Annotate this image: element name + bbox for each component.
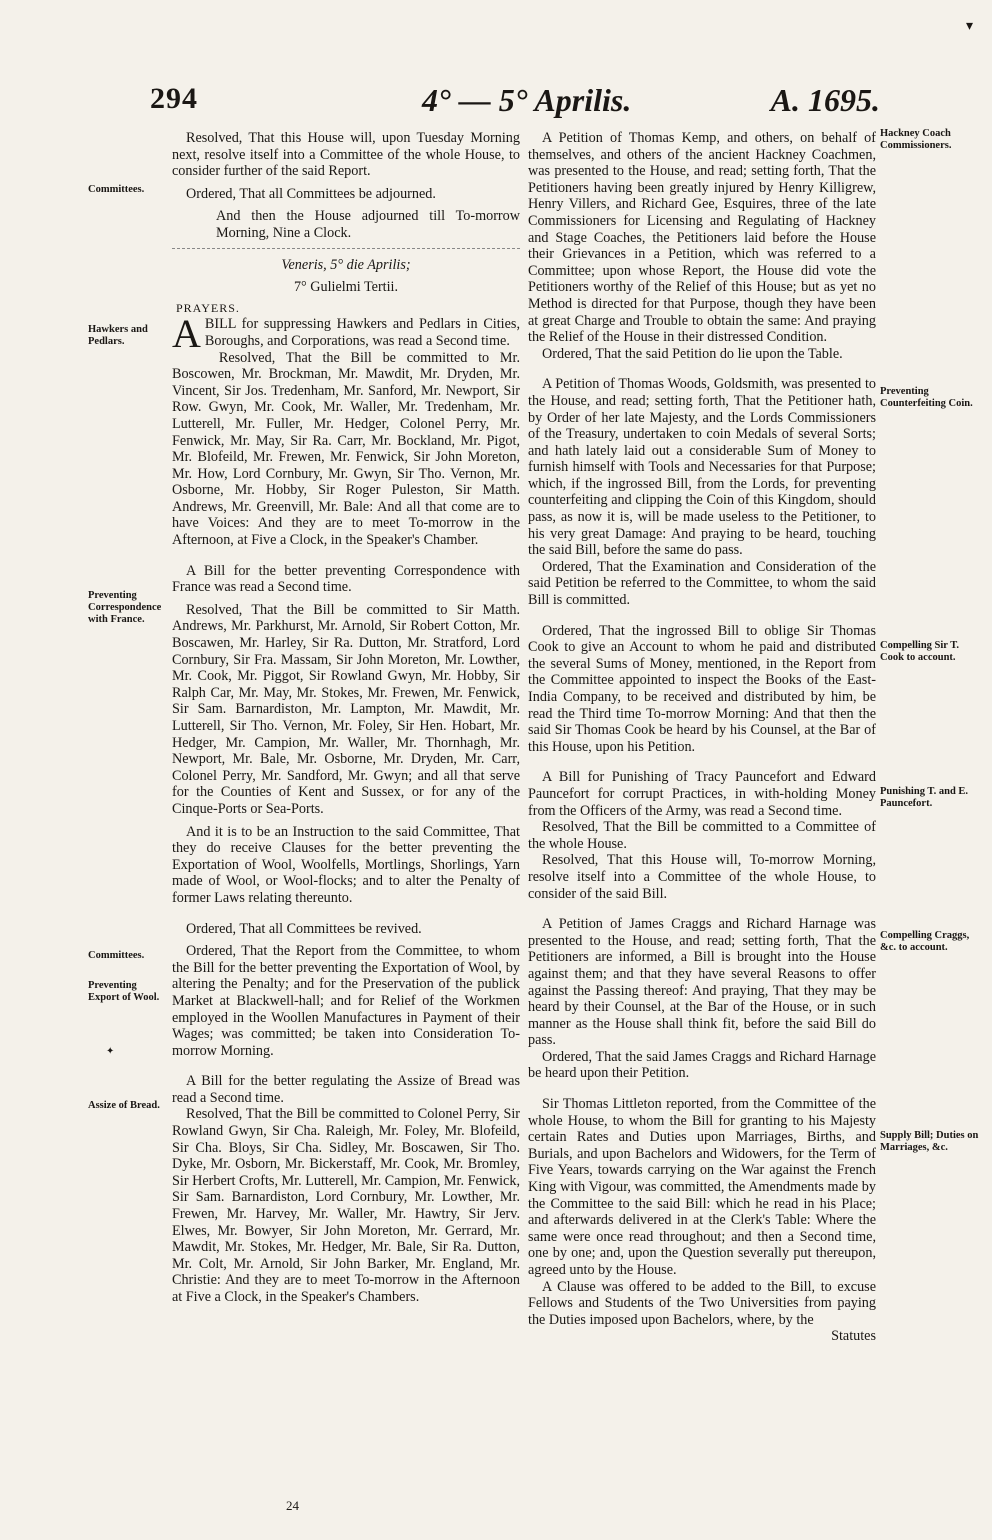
paragraph: A Bill for Punishing of Tracy Pauncefort and Edward Pauncefort for corrupt Practices, in with-holding Money from the Officers of the Army, was read a Second time. (528, 769, 876, 819)
paragraph: Resolved, That the Bill be committed to Sir Matth. Andrews, Mr. Parkhurst, Mr. Arnold, Sir Robert Cotton, Mr. Boscawen, Mr. Harley, Sir Ra. Dutton, Mr. Stratford, Lord Cornbury, Sir Fra. Massam, Sir John Moreton, Mr. Lowther, Mr. Cook, Mr. Piggot, Sir Rowland Gwyn, Mr. Hobby, Sir Ralph Car, Mr. May, Mr. Stokes, Mr. Frewen, Mr. Fenwick, Sir Sam. Barnardiston, Mr. Lampton, Mr. Mawdit, Mr. Lutterell, Sir Tho. Vernon, Mr. Foley, Sir Hen. Hobart, Mr. Hedger, Mr. Campion, Mr. Waller, Mr. Thornhagh, Mr. Newport, Mr. Bale, Mr. Osborne, Mr. Dryden, Mr. Carr, Colonel Perry, Mr. Sandford, Mr. Gwyn; and all that serve for the Counties of Kent and Sussex, or for any of the Cinque-Ports or Sea-Ports. (172, 601, 520, 817)
paragraph: Resolved, That the Bill be committed to a Committee of the whole House. (528, 819, 876, 852)
margin-note-craggs: Compelling Craggs, &c. to account. (880, 930, 970, 953)
paragraph: And it is to be an Instruction to the said Committee, That they do receive Clauses for the better preventing the Exportation of Wool, Woolfells, Mortlings, Shorlings, Yarn made of Wool, or Wool-flocks; and to alter the Penalty of former Laws relating thereunto. (172, 823, 520, 906)
header-date: 4° — 5° Aprilis. (422, 82, 632, 118)
margin-note-export-wool: Preventing Export of Wool. (88, 980, 160, 1003)
margin-note-hackney: Hackney Coach Commissioners. (880, 128, 952, 151)
paragraph: Ordered, That the said James Craggs and Richard Harnage be heard upon their Petition. (528, 1048, 876, 1082)
paragraph: A Petition of Thomas Woods, Goldsmith, was presented to the House, and read; setting forth, That the Petitioner hath, by Order of her late Majesty, and the Lords Commissioners of the Treasury, undertaken to coin Medals of several Sorts; and hath lately laid out a considerable Sum of Money to furnish himself with Tools and Necessaries for that Purpose; which, if the ingrossed Bill, from the Lords, for preventing counterfeiting and clipping the Coin of this Kingdom, should pass, as now it is, will be made useless to the Petitioner, to his very great Damage: And praying to be heard, touching the said Bill, before the same do pass. (528, 376, 876, 559)
paragraph: And then the House adjourned till To-morrow Morning, Nine a Clock. (216, 208, 520, 241)
paragraph: Ordered, That the Report from the Committee, to whom the Bill for the better preventing the Exportation of Wool, by altering the Penalty; and for the Preservation of the publick Market at Blackwell-hall; and for Relief of the Workmen employed in the Woollen Manufactures in Payment of their Wages; was committed; be taken into Consideration To-morrow Morning. (172, 943, 520, 1059)
margin-note-pauncefort: Punishing T. and E. Pauncefort. (880, 786, 969, 809)
margin-note-correspondence: Preventing Correspondence with France. (88, 590, 162, 625)
ink-mark: ✦ (106, 1046, 115, 1057)
paragraph: A Bill for the better regulating the Assize of Bread was read a Second time. (172, 1073, 520, 1106)
header-year: A. 1695. (770, 82, 880, 118)
paragraph: Sir Thomas Littleton reported, from the Committee of the whole House, to whom the Bill for granting to his Majesty certain Rates and Duties upon Marriages, Births, and Burials, and upon Bachelors and Widowers, for the Term of Five Years, towards carrying on the War against the French King with Vigour, was committed, the Amendments made by the Committee to the said Bill: which he read in his Place; and afterwards delivered in at the Clerk's Table: Where the same were once read throughout; and then a Second time, one by one; and, upon the Question severally put thereupon, agreed unto by the House. (528, 1096, 876, 1278)
paragraph: A Petition of James Craggs and Richard Harnage was presented to the House, and read; setting forth, That the Petitioners are informed, a Bill is brought into the House against them; and that they have several Reasons to offer against the Passing thereof: And praying, That they may be heard by their Counsel, at the Bar of the House, or in such manner as the House shall think fit, before the said Bill do pass. (528, 916, 876, 1049)
catchword: Statutes (831, 1328, 876, 1345)
signature-mark: 24 (286, 1498, 299, 1513)
drop-cap: A (172, 311, 201, 357)
regnal-year: 7° Gulielmi Tertii. (293, 279, 399, 296)
divider (172, 248, 520, 249)
paragraph: Ordered, That all Committees be adjourned. (186, 185, 436, 202)
paragraph (172, 311, 520, 357)
page-header (150, 82, 880, 122)
margin-note-committees: Committees. (88, 184, 145, 195)
paragraph: Resolved, That this House will, To-morrow Morning, resolve itself into a Committee of the whole House, to consider of the said Bill. (528, 852, 876, 902)
margin-note-cook: Compelling Sir T. Cook to account. (880, 640, 960, 663)
paragraph: Ordered, That all Committees be revived. (186, 920, 422, 937)
paragraph: Resolved, That this House will, upon Tuesday Morning next, resolve itself into a Committee of the whole House, to consider further of the said Report. (172, 130, 520, 180)
margin-note-counterfeiting: Preventing Counterfeiting Coin. (880, 386, 973, 409)
margin-note-supply: Supply Bill; Duties on Marriages, &c. (880, 1130, 979, 1153)
margin-note-committees-revived: Committees. (88, 950, 145, 961)
left-column (172, 130, 520, 1306)
paragraph: Resolved, That the Bill be committed to Colonel Perry, Sir Rowland Gwyn, Sir Cha. Raleigh, Mr. Foley, Mr. Blofeild, Sir Cha. Bloys, Sir Cha. Sidley, Mr. Boscawen, Sir Tho. Dyke, Mr. Osborn, Mr. Bickerstaff, Mr. Cook, Mr. Bromley, Sir Herbert Crofts, Mr. Lutterell, Mr. Campion, Mr. Fenwick, Sir Sam. Barnardiston, Lord Cornbury, Mr. Lowther, Mr. Frewen, Mr. Harvey, Mr. Waller, Mr. Hawtry, Sir Jerv. Elwes, Mr. Bowyer, Sir John Moreton, Mr. Gerrard, Mr. Mawdit, Mr. Stokes, Mr. Hedger, Mr. Bale, Sir Ra. Dutton, Mr. Colt, Mr. Arnold, Sir John Barker, Mr. England, Mr. Christie: And they are to meet To-morrow in the Afternoon at Five a Clock, in the Speaker's Chambers. (172, 1106, 520, 1305)
margin-note-assize-bread: Assize of Bread. (88, 1100, 160, 1111)
margin-note-hawkers: Hawkers and Pedlars. (88, 324, 148, 347)
paragraph: Resolved, That the Bill be committed to Mr. Boscowen, Mr. Brockman, Mr. Mawdit, Mr. Dryden, Mr. Vincent, Sir Jos. Tredenham, Mr. Sanford, Mr. Newport, Sir Row. Gwyn, Mr. Cook, Mr. Waller, Mr. Tredenham, Mr. Lutterell, Mr. Fuller, Mr. Hedger, Colonel Perry, Mr. Fenwick, Mr. May, Sir Ra. Carr, Mr. Bockland, Mr. Pigot, Mr. Blofeild, Mr. Frewen, Mr. Fenwick, Sir John Moreton, Mr. How, Lord Cornbury, Mr. Gwyn, Sir Tho. Vernon, Mr. Osborne, Mr. Hobby, Sir Roger Puleston, Sir Matth. Andrews, Mr. Greenvill, Mr. Bale: And all that come are to have Voices: And they are to meet To-morrow in the Afternoon, at Five a Clock, in the Speaker's Chamber. (172, 349, 520, 549)
paragraph: A Clause was offered to be added to the Bill, to excuse Fellows and Students of the Two Universities from paying the Duties imposed upon Bachelors, where, by the (528, 1278, 876, 1328)
paragraph: A Petition of Thomas Kemp, and others, on behalf of themselves, and others of the ancient Hackney Coachmen, was presented to the House, and read; setting forth, That the Petitioners having been greatly injured by Henry Killigrew, Henry Villers, and Richard Gee, Esquires, three of the late Commissioners for Licensing and Regulating of Hackney and Stage Coaches, the Petitioners laid before the House their Grievances in a Petition, which was referred to a Committee; upon whose Report, the House did vote the Petitioners worthy of the Relief of this House; but as yet no Method is directed for that Purpose, though they have been at great Charge and Trouble to obtain the same: And praying the Relief of the House in their distressed Condition. (528, 130, 876, 346)
corner-mark: ▾ (966, 19, 974, 34)
paragraph: Ordered, That the Examination and Consideration of the said Petition be referred to the Committee, to whom the said Bill is committed. (528, 558, 876, 609)
day-heading: Veneris, 5° die Aprilis; (281, 256, 411, 273)
right-column (528, 130, 876, 1345)
paragraph-text: BILL for suppressing Hawkers and Pedlars in Cities, Boroughs, and Corporations, was read a Second time. (204, 316, 520, 349)
page-number: 294 (150, 82, 198, 115)
paragraph: Ordered, That the said Petition do lie upon the Table. (542, 345, 843, 362)
paragraph: Ordered, That the ingrossed Bill to oblige Sir Thomas Cook to give an Account to whom he paid and distributed the several Sums of Money, mentioned, in the Report from the Committee appointed to inspect the Books of the East-India Company, to be received and distributed by him, be read the Third time To-morrow Morning: And that then the said Sir Thomas Cook be heard by his Counsel, at the Bar of this House, upon his Petition. (528, 622, 876, 755)
prayers-heading: PRAYERS. (176, 300, 240, 315)
paragraph: A Bill for the better preventing Correspondence with France was read a Second time. (172, 562, 520, 596)
